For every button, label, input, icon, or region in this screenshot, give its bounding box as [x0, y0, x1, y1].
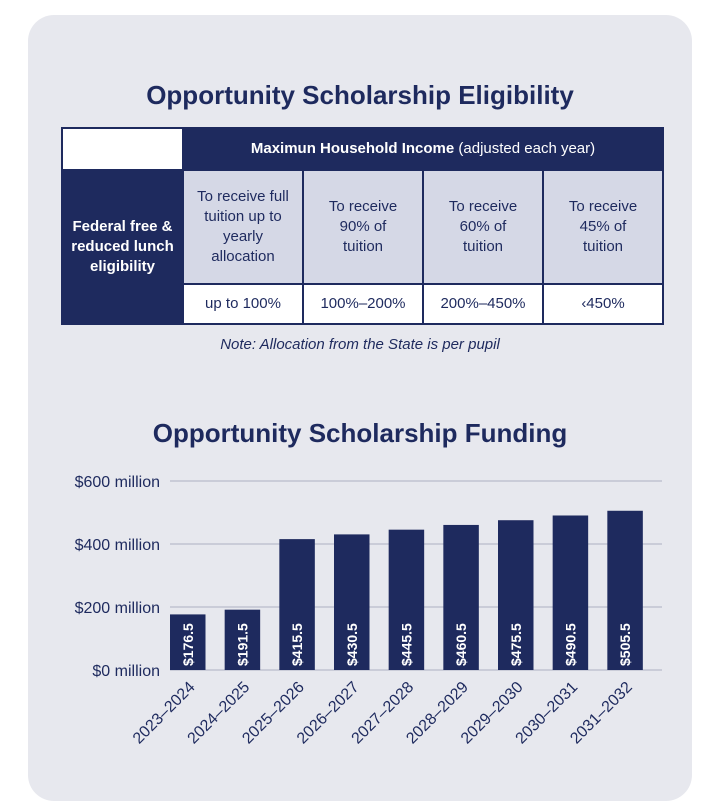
chart-title: Opportunity Scholarship Funding — [152, 418, 568, 448]
row-label: Federal free & reduced lunch eligibility — [71, 218, 174, 275]
x-tick-label: 2024–2025 — [184, 678, 254, 748]
table-note: Note: Allocation from the State is per pupil — [220, 336, 500, 353]
column-description-text: To receive full tuition up to yearly allocation — [197, 188, 289, 265]
column-description-text: To receive 60% of tuition — [448, 198, 518, 255]
bar-value-label: $490.5 — [562, 623, 579, 666]
column-range: 200%–450% — [423, 284, 543, 324]
bar-value-label: $475.5 — [507, 623, 524, 666]
bar-value-label: $445.5 — [398, 623, 415, 666]
column-description-text: To receive 45% of tuition — [568, 198, 638, 255]
x-tick-label: 2025–2026 — [239, 678, 308, 748]
bar-value-label: $191.5 — [234, 623, 251, 666]
column-range: 100%–200% — [303, 284, 423, 324]
x-tick-label: 2029–2030 — [457, 678, 527, 748]
x-tick-label: 2023–2024 — [129, 678, 199, 748]
bar-value-label: $460.5 — [453, 623, 470, 666]
bar-value-label: $176.5 — [179, 623, 196, 666]
x-tick-label: 2026–2027 — [293, 678, 363, 748]
y-tick-label: $600 million — [74, 474, 160, 491]
column-range: up to 100% — [183, 284, 303, 324]
column-description-text: To receive 90% of tuition — [328, 198, 398, 255]
column-range: ‹450% — [543, 284, 663, 324]
bar-value-label: $505.5 — [617, 623, 634, 666]
header-bold-text: Maximun Household Income — [250, 140, 455, 157]
y-tick-label: $0 million — [92, 663, 160, 680]
x-tick-label: 2028–2029 — [403, 678, 472, 748]
y-tick-label: $400 million — [74, 537, 160, 554]
bar-value-label: $415.5 — [289, 623, 306, 666]
x-tick-label: 2027–2028 — [348, 678, 418, 748]
table-title: Opportunity Scholarship Eligibility — [146, 80, 574, 110]
bar-value-label: $430.5 — [343, 623, 360, 666]
x-tick-label: 2030–2031 — [512, 678, 582, 748]
y-tick-label: $200 million — [74, 600, 160, 617]
x-tick-label: 2031–2032 — [567, 678, 636, 748]
header-light-text: (adjusted each year) — [458, 140, 596, 157]
